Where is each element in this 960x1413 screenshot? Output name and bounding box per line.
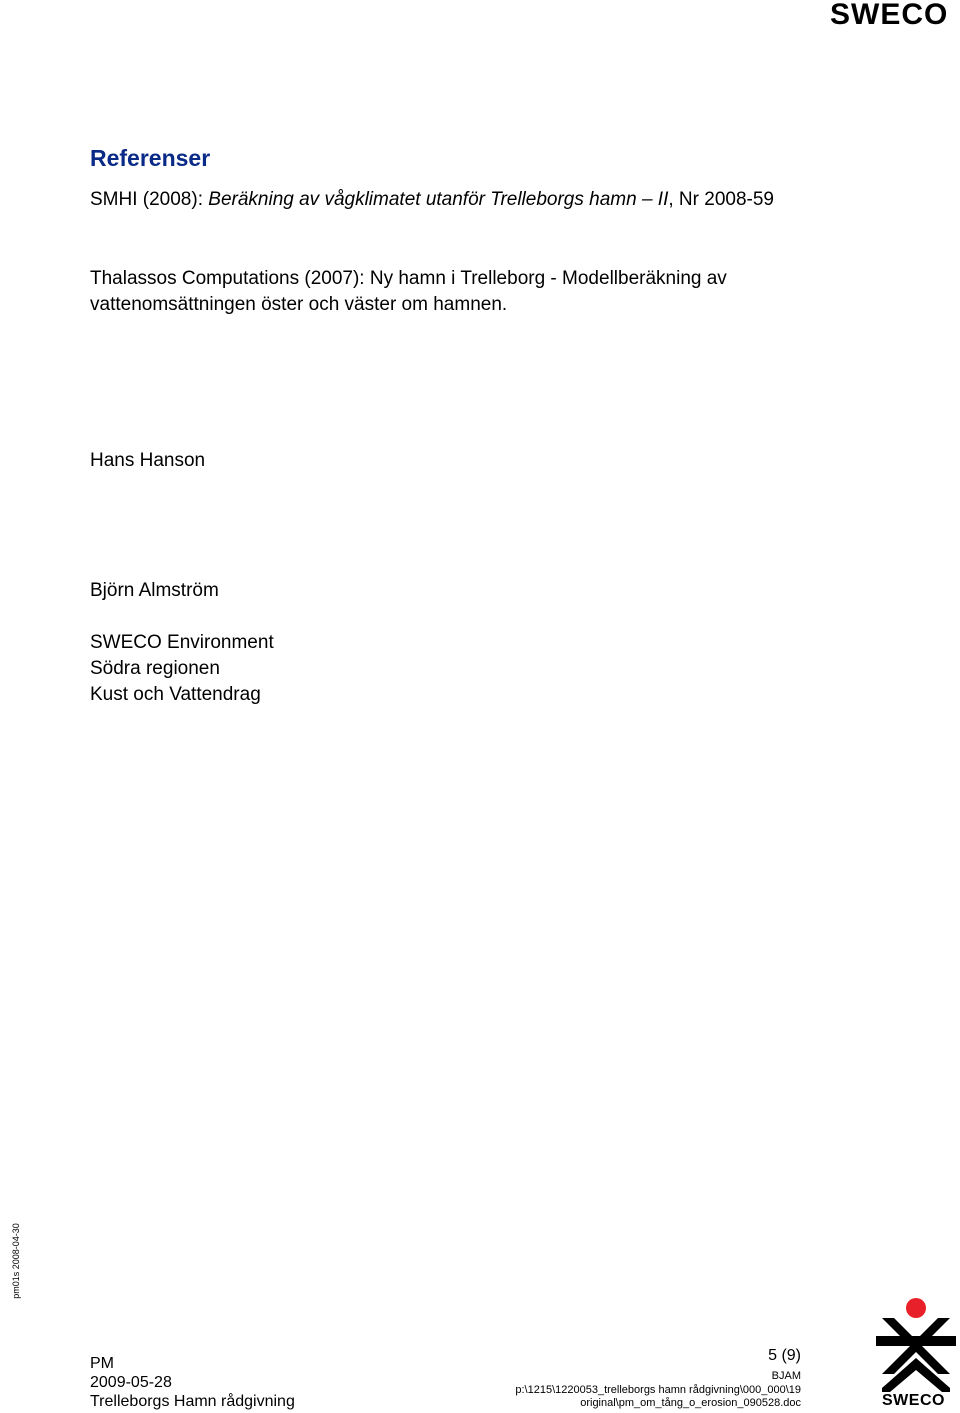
section-heading: Referenser [90, 145, 211, 171]
footer-path-line1: p:\1215\1220053_trelleborgs hamn rådgivning\000_000\19 [515, 1384, 801, 1396]
logo-red-dot [906, 1298, 926, 1318]
footer-date: 2009-05-28 [90, 1374, 172, 1391]
footer-page-number: 5 (9) [768, 1347, 801, 1364]
org-line-1: SWECO Environment [90, 632, 274, 653]
footer-path-line2: original\pm_om_tång_o_erosion_090528.doc [580, 1397, 801, 1409]
org-line-2: Södra regionen [90, 658, 220, 679]
author-bjorn-almstrom: Björn Almström [90, 580, 219, 601]
footer-doc-type: PM [90, 1355, 114, 1372]
org-line-3: Kust och Vattendrag [90, 684, 261, 705]
sweco-logo-top: SWECO [830, 0, 949, 31]
reference-thalassos-line1: Thalassos Computations (2007): Ny hamn i Trelleborg - Modellberäkning av [90, 268, 727, 289]
author-hans-hanson: Hans Hanson [90, 450, 206, 471]
reference-smhi-prefix: SMHI (2008): [90, 189, 209, 210]
reference-smhi [90, 187, 810, 213]
footer-initials: BJAM [771, 1370, 801, 1382]
reference-smhi-suffix: , Nr 2008-59 [668, 189, 774, 210]
reference-thalassos-line2: vattenomsättningen öster och väster om hamnen. [90, 294, 508, 315]
logo-roof [882, 1358, 950, 1392]
footer-project: Trelleborgs Hamn rådgivning [90, 1393, 295, 1410]
reference-thalassos [90, 266, 810, 318]
sweco-logo-bottom-text: SWECO [882, 1392, 945, 1409]
template-code: pm01s 2008-04-30 [11, 1223, 21, 1299]
logo-bar [876, 1336, 956, 1346]
reference-smhi-title: Beräkning av vågklimatet utanför Trelleborgs hamn – II [208, 189, 669, 210]
